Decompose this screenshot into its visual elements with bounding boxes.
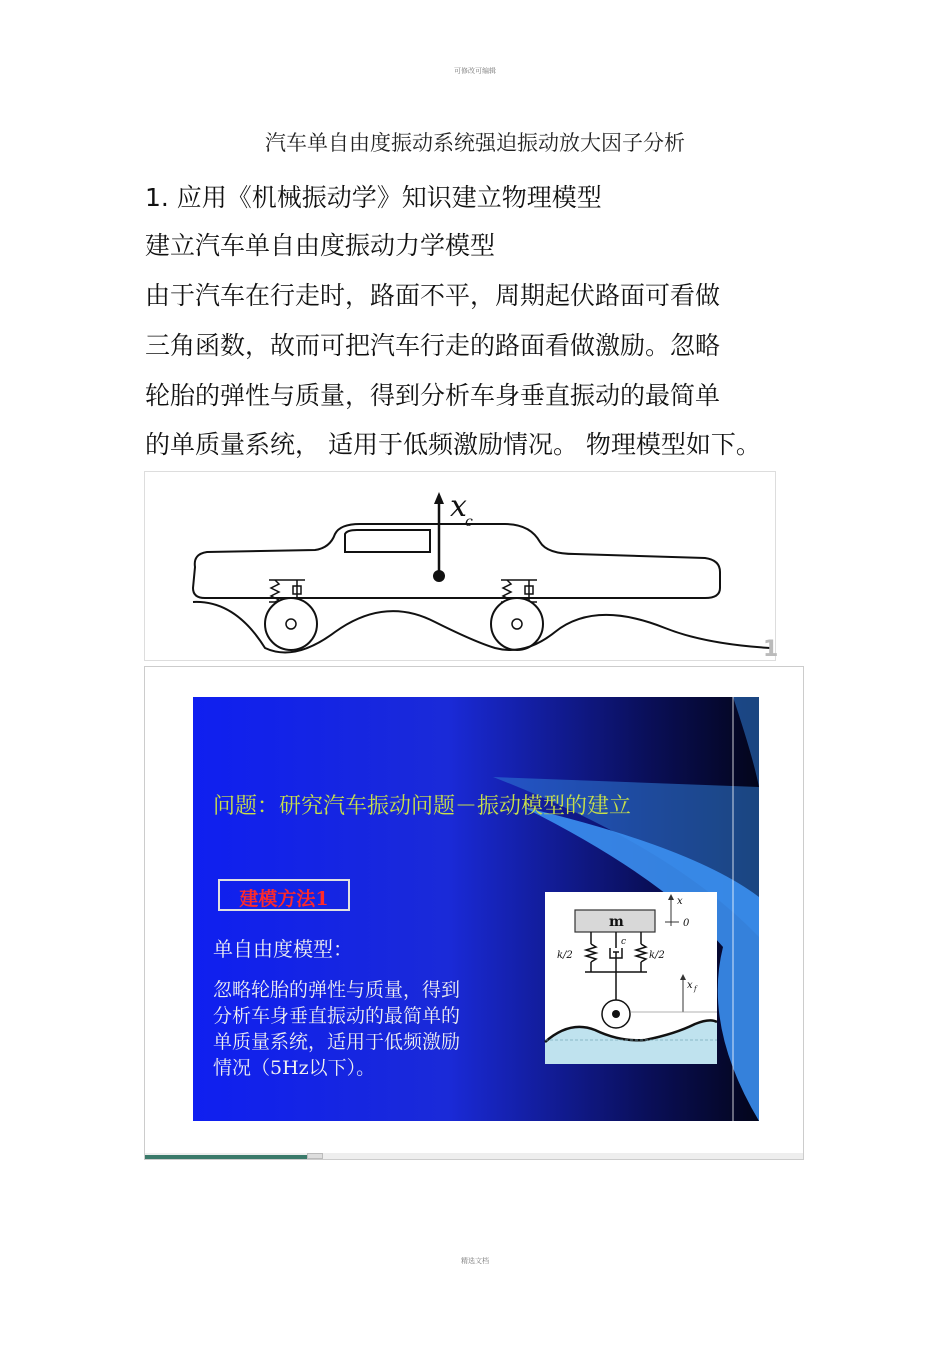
left-spring-icon xyxy=(586,932,596,972)
page-title: 汽车单自由度振动系统强迫振动放大因子分析 xyxy=(265,131,685,155)
car-window xyxy=(345,530,430,552)
scrollbar-knob[interactable] xyxy=(307,1153,323,1159)
slide xyxy=(193,697,759,1121)
spring-left-label: k/2 xyxy=(557,950,573,961)
sdof-heading: 单自由度模型： xyxy=(213,937,353,961)
body-line: 轮胎的弹性与质量，得到分析车身垂直振动的最简单 xyxy=(145,381,721,410)
xf-subscript: f xyxy=(694,985,697,993)
slide-figure xyxy=(144,666,804,1160)
left-wheel xyxy=(265,598,317,650)
slide-description-line: 忽略轮胎的弹性与质量，得到 xyxy=(213,979,461,1001)
xc-arrowhead xyxy=(434,492,444,504)
body-line: 建立汽车单自由度振动力学模型 xyxy=(145,231,496,260)
spring-right-label: k/2 xyxy=(649,950,665,961)
method-badge xyxy=(218,879,350,911)
right-spring-icon xyxy=(636,932,646,972)
damper-label: c xyxy=(621,937,627,947)
method-label: 建模方法1 xyxy=(239,888,329,910)
xc-subscript: c xyxy=(465,514,473,530)
body-line: 由于汽车在行走时，路面不平，周期起伏路面可看做 xyxy=(145,281,721,310)
sdof-sketch xyxy=(545,892,717,1064)
car-sketch xyxy=(145,472,779,662)
footer-note: 精选文档 xyxy=(461,1257,489,1265)
center-of-mass-icon xyxy=(433,570,445,582)
car-model-figure xyxy=(144,471,779,662)
xc-label: x xyxy=(450,489,467,524)
sdof-diagram xyxy=(545,892,717,1064)
body-line: 的单质量系统， 适用于低频激励情况。 物理模型如下。 xyxy=(145,430,761,459)
xf-label: x xyxy=(687,980,693,991)
slide-description-line: 单质量系统，适用于低频激励 xyxy=(213,1031,461,1053)
section-heading: 1. 应用《机械振动学》知识建立物理模型 xyxy=(145,183,602,212)
scrollbar-thumb[interactable] xyxy=(145,1155,307,1159)
slide-description-line: 分析车身垂直振动的最简单的 xyxy=(213,1005,461,1027)
slide-description-line: 情况（5Hz以下）。 xyxy=(213,1057,376,1079)
x-label: x xyxy=(677,896,683,907)
slide-title: 问题：研究汽车振动问题－振动模型的建立 xyxy=(213,794,632,819)
mass-label: m xyxy=(609,914,624,930)
zero-label: 0 xyxy=(683,918,690,929)
right-wheel xyxy=(491,598,543,650)
header-note: 可修改可编辑 xyxy=(454,67,496,75)
body-line: 三角函数，故而可把汽车行走的路面看做激励。忽略 xyxy=(145,331,721,360)
page-number: 1 xyxy=(763,637,779,662)
